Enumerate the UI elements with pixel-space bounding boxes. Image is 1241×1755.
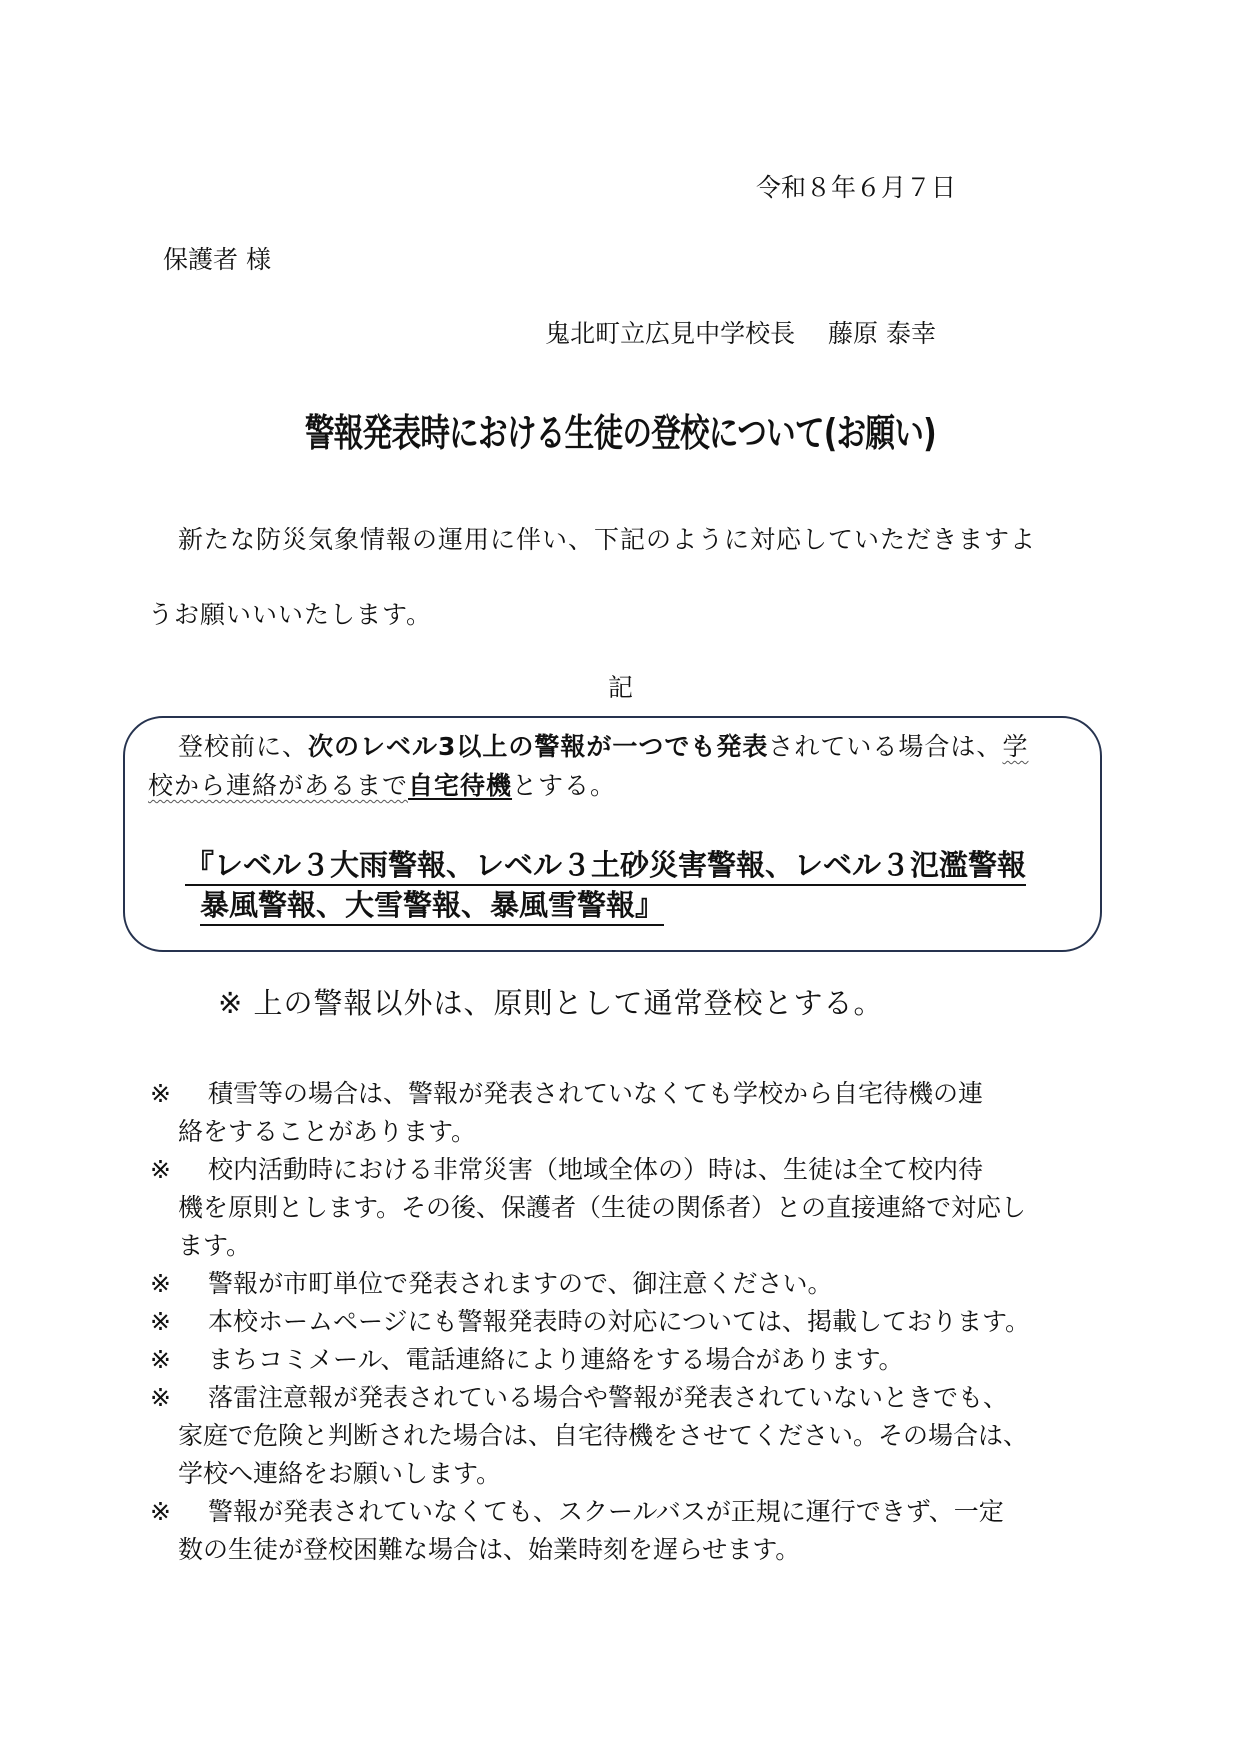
note-line: 警報が発表されていなくても、スクールバスが正規に運行できず、一定 (208, 1497, 1004, 1526)
home-standby-text: 自宅待機 (408, 771, 513, 800)
note-mark: ※ (150, 1079, 171, 1108)
note-line: ます。 (178, 1231, 252, 1260)
instruction-text: とする。 (512, 771, 617, 800)
note-text (208, 1341, 1100, 1379)
instruction-wavy-text: 学 (1002, 732, 1029, 761)
note-line: 本校ホームページにも警報発表時の対応については、掲載しております。 (208, 1307, 1031, 1336)
document-title: 警報発表時における生徒の登校について(お願い) (304, 411, 936, 455)
note-text (178, 1075, 1100, 1151)
warning-list-text: 暴風警報、大雪警報、暴風雪警報』 (200, 888, 664, 926)
notes-list (150, 1075, 1100, 1569)
note-item (150, 1379, 1100, 1493)
warning-list-line-2 (200, 883, 664, 924)
note-mark: ※ (150, 1383, 171, 1412)
note-mark: ※ (150, 1497, 171, 1526)
ki-heading: 記 (607, 673, 633, 702)
note-mark: ※ (150, 1155, 171, 1184)
recipient: 保護者 様 (163, 245, 271, 274)
note-mark: ※ (150, 1345, 171, 1374)
warning-list-text: 『レベル３大雨警報、レベル３土砂災害警報、レベル３氾濫警報 (185, 848, 1026, 886)
instruction-text: されている場合は、 (768, 732, 1003, 761)
note-line: 積雪等の場合は、警報が発表されていなくても学校から自宅待機の連 (208, 1079, 984, 1108)
note-line: 数の生徒が登校困難な場合は、始業時刻を遅らせます。 (178, 1535, 801, 1564)
note-text (178, 1151, 1100, 1265)
note-item (150, 1265, 1100, 1303)
instruction-wavy-text: 校から連絡があるまで (148, 771, 409, 800)
note-item (150, 1493, 1100, 1569)
intro-line-1: 新たな防災気象情報の運用に伴い、下記のように対応していただきますよ (178, 525, 1037, 554)
document-date: 令和８年６月７日 (755, 173, 956, 202)
instruction-text: 登校前に、 (178, 732, 309, 761)
note-item (150, 1075, 1100, 1151)
intro-line-2: うお願いいいたします。 (148, 600, 433, 629)
warning-list-line-1 (185, 843, 1026, 884)
instruction-line-2 (148, 766, 616, 802)
note-text (208, 1303, 1100, 1341)
note-text (178, 1493, 1100, 1569)
note-line: 校内活動時における非常災害（地域全体の）時は、生徒は全て校内待 (208, 1155, 984, 1184)
instruction-line-1 (178, 727, 1028, 763)
note-line: 警報が市町単位で発表されますので、御注意ください。 (208, 1269, 833, 1298)
note-line: 機を原則とします。その後、保護者（生徒の関係者）との直接連絡で対応し (178, 1193, 1027, 1222)
note-line: 落雷注意報が発表されている場合や警報が発表されていないときでも、 (208, 1383, 1009, 1412)
note-line: 絡をすることがあります。 (178, 1117, 477, 1146)
note-item (150, 1341, 1100, 1379)
sender: 鬼北町立広見中学校長 藤原 泰幸 (545, 319, 936, 348)
note-line: 家庭で危険と判断された場合は、自宅待機をさせてください。その場合は、 (178, 1421, 1029, 1450)
note-item (150, 1303, 1100, 1341)
note-line: まちコミメール、電話連絡により連絡をする場合があります。 (208, 1345, 904, 1374)
note-text (208, 1265, 1100, 1303)
main-note: ※ 上の警報以外は、原則として通常登校とする。 (218, 986, 884, 1020)
instruction-emphasis: 次のレベル3以上の警報が一つでも発表 (308, 732, 769, 761)
note-line: 学校へ連絡をお願いします。 (178, 1459, 502, 1488)
note-text (178, 1379, 1100, 1493)
note-mark: ※ (150, 1269, 171, 1298)
note-item (150, 1151, 1100, 1265)
note-mark: ※ (150, 1307, 171, 1336)
